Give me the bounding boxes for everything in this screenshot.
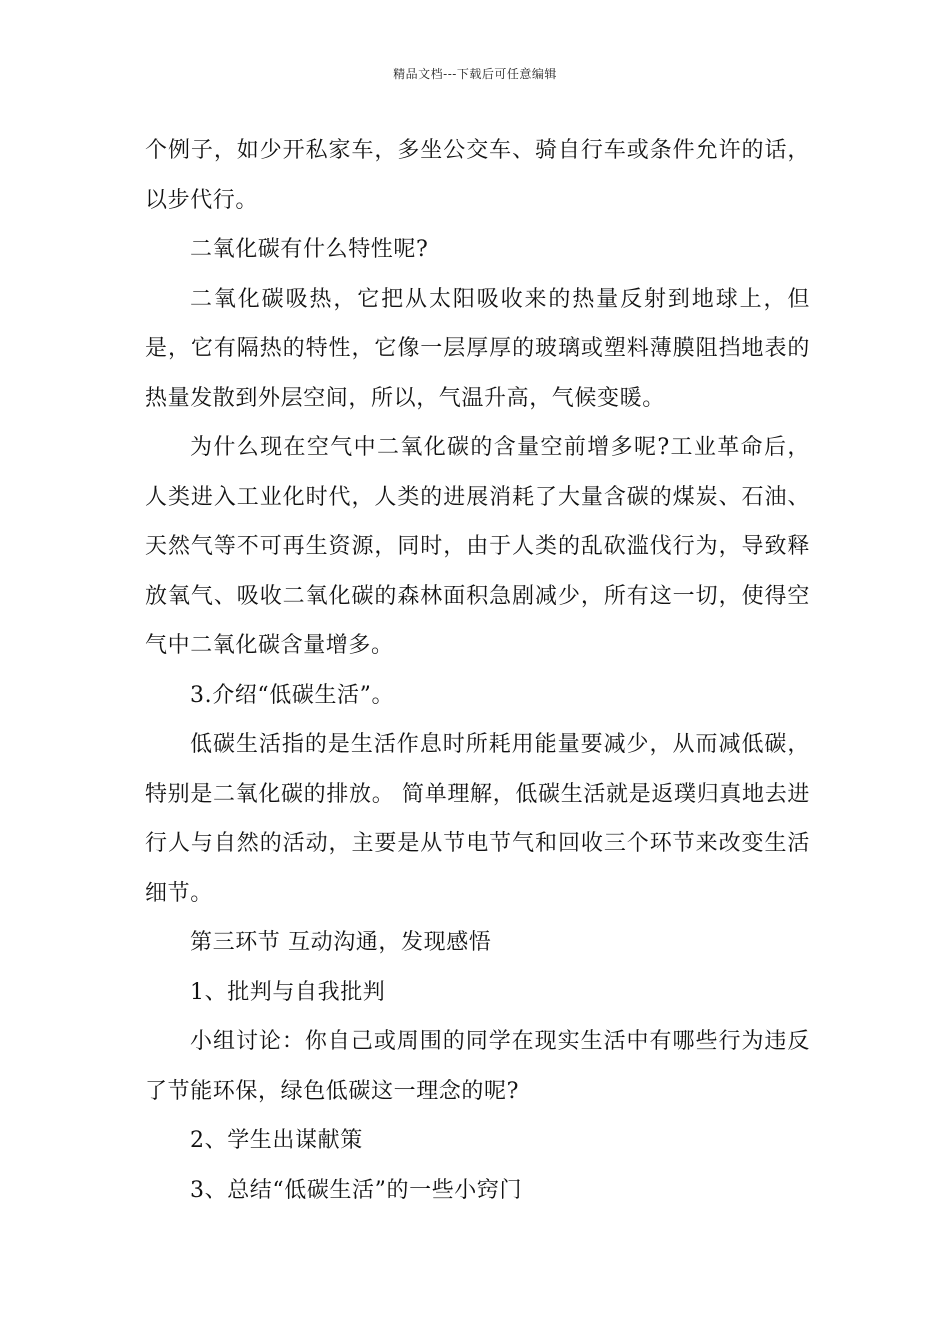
list-item-student-suggestions: 2、学生出谋献策 (190, 1128, 363, 1153)
document-body (145, 126, 810, 1215)
paragraph-group-discussion: 小组讨论：你自己或周围的同学在现实生活中有哪些行为违反了节能环保，绿色低碳这一理念的呢? (145, 1029, 810, 1104)
list-item-criticism: 1、批判与自我批判 (190, 979, 386, 1005)
paragraph-co2-increase: 为什么现在空气中二氧化碳的含量空前增多呢?工业革命后，人类进入工业化时代，人类的进展消耗了大量含碳的煤炭、石油、天然气等不可再生资源，同时，由于人类的乱砍滥伐行为，导致释放氧气、吸收二氧化碳的森林面积急剧减少，所有这一切，使得空气中二氧化碳含量增多。 (145, 435, 810, 658)
paragraph-question-co2-properties: 二氧化碳有什么特性呢? (190, 237, 429, 262)
page-header: 精品文档---下载后可任意编辑 (393, 67, 557, 81)
list-item-summary-tips: 3、总结“低碳生活”的一些小窍门 (190, 1177, 523, 1203)
paragraph-low-carbon-definition: 低碳生活指的是生活作息时所耗用能量要减少，从而减低碳，特别是二氧化碳的排放。 简单理解，低碳生活就是返璞归真地去进行人与自然的活动，主要是从节电节气和回收三个环节来改变生活细节。 (145, 732, 810, 906)
paragraph-continuation: 个例子，如少开私家车，多坐公交车、骑自行车或条件允许的话，以步代行。 (145, 138, 810, 213)
paragraph-co2-heat: 二氧化碳吸热，它把从太阳吸收来的热量反射到地球上，但是，它有隔热的特性，它像一层厚厚的玻璃或塑料薄膜阻挡地表的热量发散到外层空间，所以，气温升高，气候变暖。 (145, 286, 810, 411)
section-heading-low-carbon-intro: 3.介绍“低碳生活”。 (190, 682, 395, 708)
section-heading-third-stage: 第三环节 互动沟通，发现感悟 (190, 930, 492, 955)
